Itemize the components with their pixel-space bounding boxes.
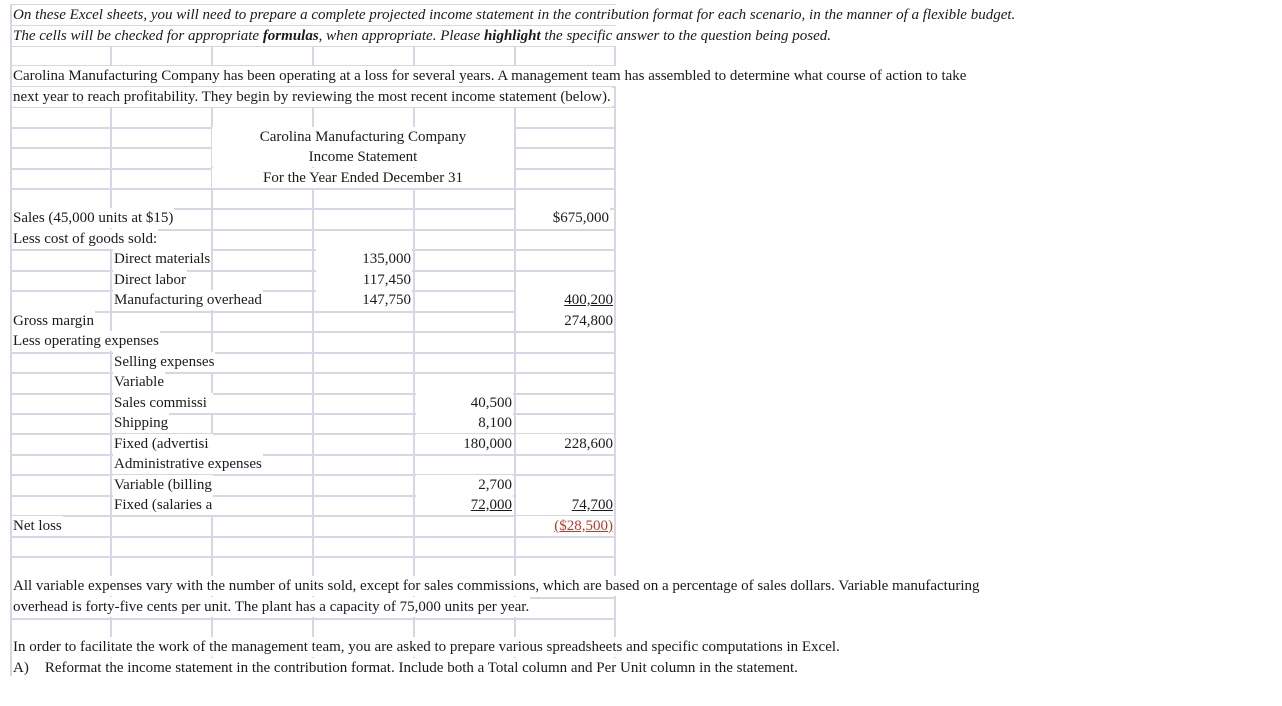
gross-margin-label: Gross margin	[13, 313, 94, 329]
administrative-expenses-total-text: 74,700	[571, 497, 613, 513]
sales-label: Sales (45,000 units at $15)	[13, 210, 174, 226]
task-a-text: Reformat the income statement in the contribution format. Include both a Total column and Per Unit column in the statement.	[44, 660, 798, 676]
shipping-value: 8,100	[416, 413, 513, 433]
grid-row-line	[10, 474, 616, 476]
instructions-line-2	[12, 26, 832, 46]
grid-row-line	[10, 249, 616, 251]
net-loss-value	[516, 516, 614, 536]
task-a	[12, 658, 799, 678]
fixed-advertising-label: Fixed (advertisi	[113, 434, 213, 454]
variable-expenses-note-line-1: All variable expenses vary with the number of units sold, except for sales commissions, which are based on a percentage of sales dollars. Variable manufacturing	[13, 578, 980, 594]
direct-materials-value: 135,000	[316, 249, 412, 269]
statement-title: Income Statement	[212, 147, 514, 167]
sales-commissions-label: Sales commissi	[113, 393, 213, 413]
instructions-text-b: , when appropriate. Please	[318, 28, 484, 44]
selling-expenses-label: Selling expenses	[114, 354, 215, 370]
variable-billing-label: Variable (billing	[114, 477, 212, 493]
selling-expenses-total: 228,600	[516, 434, 614, 454]
gross-margin-value: 274,800	[516, 311, 614, 331]
highlight-emphasis: highlight	[483, 28, 541, 44]
cogs-total	[516, 290, 614, 310]
grid-row-line	[10, 413, 616, 415]
direct-labor-label: Direct labor	[114, 272, 187, 288]
variable-label: Variable	[114, 374, 164, 390]
direct-materials-label: Direct materials	[114, 251, 211, 267]
shipping-label: Shipping	[114, 415, 169, 431]
net-loss-value-text: ($28,500)	[554, 518, 613, 534]
company-name: Carolina Manufacturing Company	[212, 127, 514, 147]
grid-row-line	[10, 352, 616, 354]
grid-row-line	[10, 618, 616, 620]
operating-expenses-label: Less operating expenses	[13, 333, 159, 349]
grid-row-line	[10, 536, 616, 538]
administrative-expenses-total	[516, 495, 614, 515]
instructions-text-a: The cells will be checked for appropriate	[13, 28, 263, 44]
sales-value: $675,000	[516, 208, 610, 228]
direct-labor-value: 117,450	[316, 270, 412, 290]
variable-expenses-note-line-2: overhead is forty-five cents per unit. The plant has a capacity of 75,000 units per year.	[13, 599, 530, 615]
manufacturing-overhead-label: Manufacturing overhead	[114, 292, 262, 308]
variable-billing-value: 2,700	[416, 475, 513, 495]
formulas-emphasis: formulas	[262, 28, 319, 44]
task-a-letter: A)	[13, 660, 29, 676]
fixed-advertising-value: 180,000	[416, 434, 513, 454]
fixed-salaries-value	[416, 495, 513, 515]
instructions-line-1: On these Excel sheets, you will need to prepare a complete projected income statement in the contribution format for each scenario, in the manner of a flexible budget.	[13, 7, 1016, 23]
grid-row-line	[10, 188, 616, 190]
grid-row-line	[10, 372, 616, 374]
intro-line-2: next year to reach profitability. They begin by reviewing the most recent income statement (below).	[13, 89, 611, 105]
grid-row-line	[10, 270, 616, 272]
task-intro: In order to facilitate the work of the management team, you are asked to prepare various spreadsheets and specific computations in Excel.	[13, 639, 840, 655]
instructions-text-c: the specific answer to the question being posed.	[540, 28, 832, 44]
fixed-salaries-label: Fixed (salaries a	[114, 497, 213, 513]
intro-line-1: Carolina Manufacturing Company has been operating at a loss for several years. A management team has assembled to determine what course of action to take	[13, 68, 967, 84]
manufacturing-overhead-value: 147,750	[316, 290, 412, 310]
statement-period: For the Year Ended December 31	[212, 168, 514, 188]
fixed-salaries-value-text: 72,000	[470, 497, 512, 513]
cogs-label: Less cost of goods sold:	[13, 231, 158, 247]
administrative-expenses-label: Administrative expenses	[114, 456, 262, 472]
cogs-total-text: 400,200	[564, 292, 613, 308]
grid-row-line	[10, 556, 616, 558]
sales-commissions-value: 40,500	[416, 393, 513, 413]
grid-row-line	[10, 454, 616, 456]
net-loss-label: Net loss	[13, 518, 62, 534]
grid-row-line	[10, 393, 616, 395]
